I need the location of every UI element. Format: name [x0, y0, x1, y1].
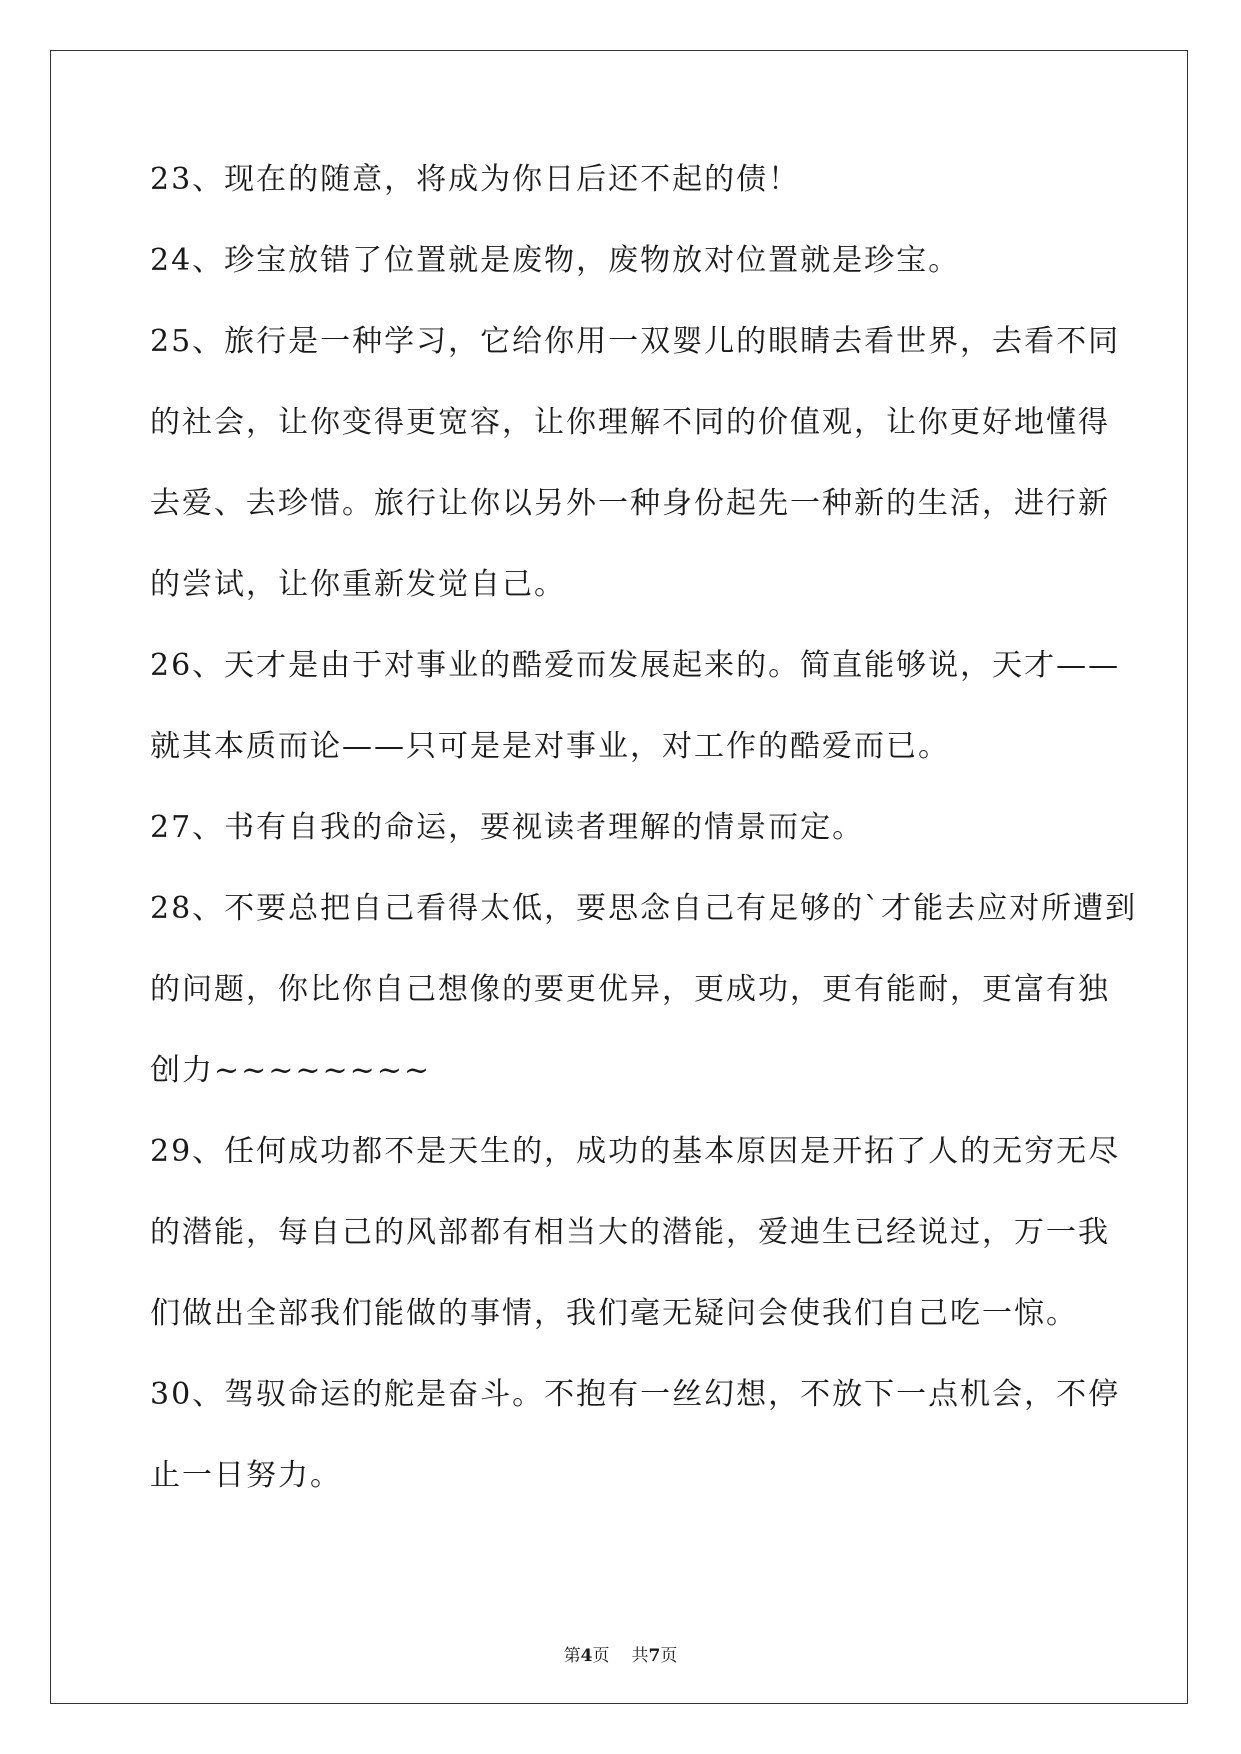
text-line: 就其本质而论——只可是是对事业，对工作的酷爱而已。 — [150, 729, 950, 764]
text-line: 的问题，你比你自己想像的要更优异，更成功，更有能耐，更富有独 — [150, 972, 1110, 1007]
text-line: 24、珍宝放错了位置就是废物，废物放对位置就是珍宝。 — [150, 243, 961, 278]
text-line: 26、天才是由于对事业的酷爱而发展起来的。简直能够说，天才—— — [150, 648, 1121, 683]
text-line: 们做出全部我们能做的事情，我们毫无疑问会使我们自己吃一惊。 — [150, 1296, 1078, 1331]
footer-total-pages: 7 — [648, 1646, 661, 1666]
text-line: 29、任何成功都不是天生的，成功的基本原因是开拓了人的无穷无尽 — [150, 1134, 1121, 1169]
text-line: 28、不要总把自己看得太低，要思念自己有足够的`才能去应对所遭到 — [150, 891, 1138, 926]
footer-total-suffix: 页 — [660, 1646, 678, 1666]
footer-page-number: 4 — [580, 1646, 593, 1666]
text-line: 去爱、去珍惜。旅行让你以另外一种身份起先一种新的生活，进行新 — [150, 486, 1110, 521]
text-line: 创力~~~~~~~~ — [150, 1053, 432, 1088]
text-line: 25、旅行是一种学习，它给你用一双婴儿的眼睛去看世界，去看不同 — [150, 324, 1121, 359]
text-line: 23、现在的随意，将成为你日后还不起的债！ — [150, 162, 801, 197]
text-line: 的尝试，让你重新发觉自己。 — [150, 567, 566, 602]
document-body — [150, 160, 1138, 1537]
text-line: 27、书有自我的命运，要视读者理解的情景而定。 — [150, 810, 865, 845]
text-line: 止一日努力。 — [150, 1458, 342, 1493]
text-line: 的社会，让你变得更宽容，让你理解不同的价值观，让你更好地懂得 — [150, 405, 1110, 440]
text-line: 30、驾驭命运的舵是奋斗。不抱有一丝幻想，不放下一点机会，不停 — [150, 1377, 1121, 1412]
page-footer — [0, 1641, 1241, 1666]
text-line: 的潜能，每自己的风部都有相当大的潜能，爱迪生已经说过，万一我 — [150, 1215, 1110, 1250]
footer-page-suffix: 页 — [592, 1646, 610, 1666]
footer-total-prefix: 共 — [631, 1646, 649, 1666]
footer-page-prefix: 第 — [563, 1646, 581, 1666]
